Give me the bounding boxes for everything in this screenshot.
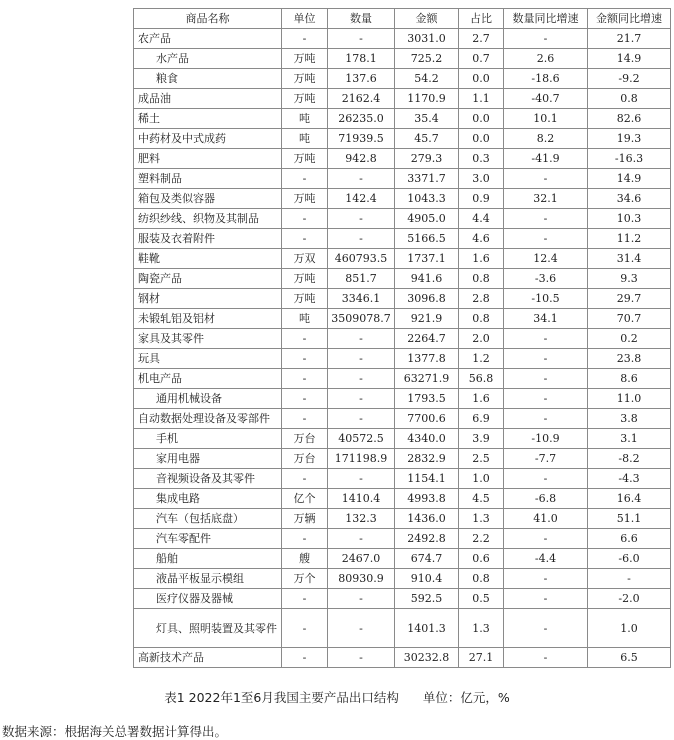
cell-amount-growth: 70.7 — [588, 309, 671, 329]
table-row — [134, 149, 671, 169]
cell-quantity-growth: - — [504, 349, 588, 369]
cell-amount-growth: -9.2 — [588, 69, 671, 89]
cell-unit: 万吨 — [282, 269, 328, 289]
cell-product-name: 家用电器 — [134, 449, 282, 469]
table-body — [134, 29, 671, 668]
cell-quantity-growth: -10.5 — [504, 289, 588, 309]
cell-unit: 吨 — [282, 129, 328, 149]
cell-amount: 54.2 — [395, 69, 459, 89]
cell-quantity-growth: -7.7 — [504, 449, 588, 469]
cell-amount: 63271.9 — [395, 369, 459, 389]
cell-unit: 万台 — [282, 429, 328, 449]
cell-quantity: - — [328, 469, 395, 489]
cell-share: 2.7 — [459, 29, 504, 49]
cell-share: 1.6 — [459, 389, 504, 409]
cell-share: 0.8 — [459, 569, 504, 589]
table-header-row — [134, 9, 671, 29]
cell-unit: - — [282, 349, 328, 369]
cell-share: 1.2 — [459, 349, 504, 369]
cell-amount: 1793.5 — [395, 389, 459, 409]
cell-product-name: 船舶 — [134, 549, 282, 569]
cell-quantity-growth: - — [504, 229, 588, 249]
caption-title: 表1 2022年1至6月我国主要产品出口结构 — [164, 690, 399, 705]
cell-unit: 吨 — [282, 309, 328, 329]
cell-share: 0.0 — [459, 69, 504, 89]
cell-amount-growth: 6.5 — [588, 648, 671, 668]
cell-share: 4.4 — [459, 209, 504, 229]
export-structure-table — [133, 8, 671, 668]
cell-quantity-growth: -40.7 — [504, 89, 588, 109]
table-row — [134, 529, 671, 549]
cell-amount: 30232.8 — [395, 648, 459, 668]
cell-amount-growth: 0.2 — [588, 329, 671, 349]
cell-share: 27.1 — [459, 648, 504, 668]
caption-unit: 单位：亿元，% — [422, 690, 510, 705]
cell-quantity: 1410.4 — [328, 489, 395, 509]
cell-amount: 4340.0 — [395, 429, 459, 449]
cell-quantity-growth: - — [504, 169, 588, 189]
cell-quantity-growth: 2.6 — [504, 49, 588, 69]
cell-quantity: 460793.5 — [328, 249, 395, 269]
table-row — [134, 369, 671, 389]
cell-amount: 1436.0 — [395, 509, 459, 529]
cell-product-name: 农产品 — [134, 29, 282, 49]
cell-unit: 吨 — [282, 109, 328, 129]
table-row — [134, 129, 671, 149]
cell-amount: 1170.9 — [395, 89, 459, 109]
cell-amount-growth: 51.1 — [588, 509, 671, 529]
data-source-note: 数据来源：根据海关总署数据计算得出。 — [2, 724, 228, 739]
table-row — [134, 89, 671, 109]
header-unit: 单位 — [282, 9, 328, 29]
cell-quantity: - — [328, 609, 395, 648]
cell-unit: 艘 — [282, 549, 328, 569]
table-row — [134, 589, 671, 609]
cell-unit: - — [282, 329, 328, 349]
cell-product-name: 陶瓷产品 — [134, 269, 282, 289]
cell-unit: - — [282, 409, 328, 429]
table-row — [134, 289, 671, 309]
cell-unit: - — [282, 169, 328, 189]
table-row — [134, 109, 671, 129]
cell-share: 0.6 — [459, 549, 504, 569]
cell-share: 0.5 — [459, 589, 504, 609]
cell-quantity-growth: - — [504, 529, 588, 549]
cell-product-name: 汽车零配件 — [134, 529, 282, 549]
header-amount: 金额 — [395, 9, 459, 29]
cell-share: 2.2 — [459, 529, 504, 549]
cell-amount: 592.5 — [395, 589, 459, 609]
cell-product-name: 肥料 — [134, 149, 282, 169]
cell-amount: 674.7 — [395, 549, 459, 569]
cell-amount-growth: 9.3 — [588, 269, 671, 289]
cell-amount: 2264.7 — [395, 329, 459, 349]
cell-quantity: 2162.4 — [328, 89, 395, 109]
table-row — [134, 469, 671, 489]
cell-unit: - — [282, 609, 328, 648]
cell-product-name: 手机 — [134, 429, 282, 449]
table-row — [134, 429, 671, 449]
cell-quantity: 71939.5 — [328, 129, 395, 149]
cell-amount: 1737.1 — [395, 249, 459, 269]
cell-product-name: 液晶平板显示模组 — [134, 569, 282, 589]
cell-unit: 万吨 — [282, 289, 328, 309]
cell-quantity-growth: - — [504, 569, 588, 589]
cell-product-name: 汽车（包括底盘） — [134, 509, 282, 529]
cell-quantity-growth: 10.1 — [504, 109, 588, 129]
cell-unit: - — [282, 209, 328, 229]
cell-product-name: 箱包及类似容器 — [134, 189, 282, 209]
cell-quantity-growth: 32.1 — [504, 189, 588, 209]
cell-product-name: 音视频设备及其零件 — [134, 469, 282, 489]
cell-share: 1.3 — [459, 509, 504, 529]
cell-quantity: 80930.9 — [328, 569, 395, 589]
cell-amount: 2492.8 — [395, 529, 459, 549]
cell-amount: 1377.8 — [395, 349, 459, 369]
cell-quantity: 942.8 — [328, 149, 395, 169]
table-row — [134, 249, 671, 269]
cell-amount: 3371.7 — [395, 169, 459, 189]
table-row — [134, 189, 671, 209]
header-amount-growth: 金额同比增速 — [588, 9, 671, 29]
cell-share: 0.3 — [459, 149, 504, 169]
cell-unit: 万辆 — [282, 509, 328, 529]
cell-share: 1.6 — [459, 249, 504, 269]
cell-share: 1.3 — [459, 609, 504, 648]
cell-quantity: 3346.1 — [328, 289, 395, 309]
cell-product-name: 服装及衣着附件 — [134, 229, 282, 249]
cell-unit: 万台 — [282, 449, 328, 469]
cell-amount: 45.7 — [395, 129, 459, 149]
cell-quantity-growth: -10.9 — [504, 429, 588, 449]
cell-amount-growth: 19.3 — [588, 129, 671, 149]
cell-unit: - — [282, 369, 328, 389]
cell-amount-growth: 21.7 — [588, 29, 671, 49]
table-row — [134, 69, 671, 89]
cell-product-name: 水产品 — [134, 49, 282, 69]
table-row — [134, 609, 671, 648]
cell-product-name: 塑料制品 — [134, 169, 282, 189]
cell-unit: 万吨 — [282, 49, 328, 69]
table-row — [134, 169, 671, 189]
cell-share: 3.9 — [459, 429, 504, 449]
cell-amount-growth: 1.0 — [588, 609, 671, 648]
cell-amount: 5166.5 — [395, 229, 459, 249]
cell-quantity: - — [328, 229, 395, 249]
table-row — [134, 329, 671, 349]
cell-unit: - — [282, 648, 328, 668]
cell-quantity: - — [328, 29, 395, 49]
cell-amount-growth: 29.7 — [588, 289, 671, 309]
cell-amount-growth: -16.3 — [588, 149, 671, 169]
cell-amount: 3096.8 — [395, 289, 459, 309]
cell-quantity: 178.1 — [328, 49, 395, 69]
cell-amount: 4993.8 — [395, 489, 459, 509]
table-row — [134, 49, 671, 69]
cell-share: 1.0 — [459, 469, 504, 489]
cell-amount: 279.3 — [395, 149, 459, 169]
cell-amount: 1401.3 — [395, 609, 459, 648]
cell-unit: 万吨 — [282, 89, 328, 109]
cell-quantity: - — [328, 409, 395, 429]
cell-product-name: 灯具、照明装置及其零件 — [134, 609, 282, 648]
cell-amount-growth: 14.9 — [588, 49, 671, 69]
cell-quantity: 132.3 — [328, 509, 395, 529]
table-row — [134, 449, 671, 469]
cell-quantity: - — [328, 329, 395, 349]
cell-share: 6.9 — [459, 409, 504, 429]
cell-amount-growth: -8.2 — [588, 449, 671, 469]
cell-quantity-growth: - — [504, 409, 588, 429]
cell-amount: 725.2 — [395, 49, 459, 69]
cell-quantity-growth: - — [504, 648, 588, 668]
cell-quantity: 40572.5 — [328, 429, 395, 449]
cell-product-name: 钢材 — [134, 289, 282, 309]
table-row — [134, 648, 671, 668]
cell-quantity-growth: - — [504, 389, 588, 409]
cell-quantity-growth: -6.8 — [504, 489, 588, 509]
cell-unit: 万吨 — [282, 69, 328, 89]
cell-amount-growth: 3.1 — [588, 429, 671, 449]
cell-unit: - — [282, 529, 328, 549]
cell-quantity: - — [328, 209, 395, 229]
cell-unit: - — [282, 469, 328, 489]
cell-product-name: 通用机械设备 — [134, 389, 282, 409]
cell-quantity-growth: 12.4 — [504, 249, 588, 269]
header-product-name: 商品名称 — [134, 9, 282, 29]
cell-quantity: 851.7 — [328, 269, 395, 289]
cell-quantity-growth: -18.6 — [504, 69, 588, 89]
cell-share: 3.0 — [459, 169, 504, 189]
cell-amount-growth: 0.8 — [588, 89, 671, 109]
cell-amount-growth: 14.9 — [588, 169, 671, 189]
cell-quantity-growth: - — [504, 29, 588, 49]
table-row — [134, 509, 671, 529]
cell-quantity-growth: - — [504, 609, 588, 648]
cell-amount: 35.4 — [395, 109, 459, 129]
cell-quantity-growth: -41.9 — [504, 149, 588, 169]
cell-quantity: 2467.0 — [328, 549, 395, 569]
table-row — [134, 389, 671, 409]
cell-unit: 万吨 — [282, 149, 328, 169]
cell-product-name: 机电产品 — [134, 369, 282, 389]
cell-quantity: 3509078.7 — [328, 309, 395, 329]
cell-quantity-growth: 8.2 — [504, 129, 588, 149]
cell-product-name: 稀土 — [134, 109, 282, 129]
cell-amount-growth: - — [588, 569, 671, 589]
cell-share: 0.9 — [459, 189, 504, 209]
cell-quantity: 137.6 — [328, 69, 395, 89]
cell-amount-growth: -4.3 — [588, 469, 671, 489]
cell-amount: 910.4 — [395, 569, 459, 589]
cell-quantity-growth: 41.0 — [504, 509, 588, 529]
table-row — [134, 269, 671, 289]
table-row — [134, 209, 671, 229]
cell-quantity-growth: 34.1 — [504, 309, 588, 329]
cell-amount-growth: 6.6 — [588, 529, 671, 549]
cell-share: 4.5 — [459, 489, 504, 509]
cell-amount-growth: 8.6 — [588, 369, 671, 389]
cell-amount-growth: 34.6 — [588, 189, 671, 209]
cell-share: 0.0 — [459, 129, 504, 149]
table-row — [134, 309, 671, 329]
cell-quantity-growth: - — [504, 589, 588, 609]
cell-amount: 1154.1 — [395, 469, 459, 489]
cell-amount-growth: 16.4 — [588, 489, 671, 509]
cell-product-name: 鞋靴 — [134, 249, 282, 269]
cell-unit: - — [282, 29, 328, 49]
cell-share: 2.5 — [459, 449, 504, 469]
cell-product-name: 自动数据处理设备及零部件 — [134, 409, 282, 429]
table-row — [134, 349, 671, 369]
cell-amount: 4905.0 — [395, 209, 459, 229]
cell-amount-growth: 31.4 — [588, 249, 671, 269]
cell-quantity-growth: -3.6 — [504, 269, 588, 289]
cell-amount-growth: -2.0 — [588, 589, 671, 609]
cell-unit: - — [282, 229, 328, 249]
header-quantity-growth: 数量同比增速 — [504, 9, 588, 29]
cell-quantity: 26235.0 — [328, 109, 395, 129]
cell-amount: 3031.0 — [395, 29, 459, 49]
cell-share: 0.0 — [459, 109, 504, 129]
cell-amount-growth: 11.2 — [588, 229, 671, 249]
cell-quantity: 171198.9 — [328, 449, 395, 469]
cell-share: 4.6 — [459, 229, 504, 249]
cell-quantity-growth: -4.4 — [504, 549, 588, 569]
cell-amount: 941.6 — [395, 269, 459, 289]
header-share: 占比 — [459, 9, 504, 29]
cell-quantity: - — [328, 648, 395, 668]
cell-quantity-growth: - — [504, 469, 588, 489]
cell-quantity: - — [328, 389, 395, 409]
cell-amount-growth: 3.8 — [588, 409, 671, 429]
cell-share: 2.0 — [459, 329, 504, 349]
cell-quantity: - — [328, 349, 395, 369]
cell-product-name: 中药材及中式成药 — [134, 129, 282, 149]
cell-amount: 1043.3 — [395, 189, 459, 209]
cell-product-name: 集成电路 — [134, 489, 282, 509]
header-quantity: 数量 — [328, 9, 395, 29]
cell-product-name: 未锻轧铝及铝材 — [134, 309, 282, 329]
table-row — [134, 229, 671, 249]
cell-quantity: - — [328, 529, 395, 549]
table-row — [134, 489, 671, 509]
cell-product-name: 医疗仪器及器械 — [134, 589, 282, 609]
cell-share: 2.8 — [459, 289, 504, 309]
cell-amount: 2832.9 — [395, 449, 459, 469]
cell-amount-growth: 82.6 — [588, 109, 671, 129]
cell-product-name: 成品油 — [134, 89, 282, 109]
cell-amount: 921.9 — [395, 309, 459, 329]
table-row — [134, 549, 671, 569]
table-row — [134, 29, 671, 49]
cell-share: 56.8 — [459, 369, 504, 389]
cell-unit: - — [282, 589, 328, 609]
cell-product-name: 高新技术产品 — [134, 648, 282, 668]
cell-amount-growth: 23.8 — [588, 349, 671, 369]
cell-unit: 万吨 — [282, 189, 328, 209]
cell-unit: 亿个 — [282, 489, 328, 509]
cell-product-name: 纺织纱线、织物及其制品 — [134, 209, 282, 229]
cell-quantity-growth: - — [504, 329, 588, 349]
cell-amount-growth: 11.0 — [588, 389, 671, 409]
cell-quantity-growth: - — [504, 369, 588, 389]
cell-quantity: - — [328, 589, 395, 609]
cell-unit: - — [282, 389, 328, 409]
cell-amount: 7700.6 — [395, 409, 459, 429]
table-row — [134, 569, 671, 589]
cell-share: 0.8 — [459, 309, 504, 329]
cell-amount-growth: -6.0 — [588, 549, 671, 569]
cell-unit: 万双 — [282, 249, 328, 269]
cell-product-name: 粮食 — [134, 69, 282, 89]
table-caption — [0, 688, 674, 706]
table-row — [134, 409, 671, 429]
cell-share: 0.8 — [459, 269, 504, 289]
cell-unit: 万个 — [282, 569, 328, 589]
cell-amount-growth: 10.3 — [588, 209, 671, 229]
cell-share: 0.7 — [459, 49, 504, 69]
cell-quantity-growth: - — [504, 209, 588, 229]
cell-product-name: 家具及其零件 — [134, 329, 282, 349]
cell-share: 1.1 — [459, 89, 504, 109]
cell-product-name: 玩具 — [134, 349, 282, 369]
cell-quantity: 142.4 — [328, 189, 395, 209]
cell-quantity: - — [328, 169, 395, 189]
cell-quantity: - — [328, 369, 395, 389]
